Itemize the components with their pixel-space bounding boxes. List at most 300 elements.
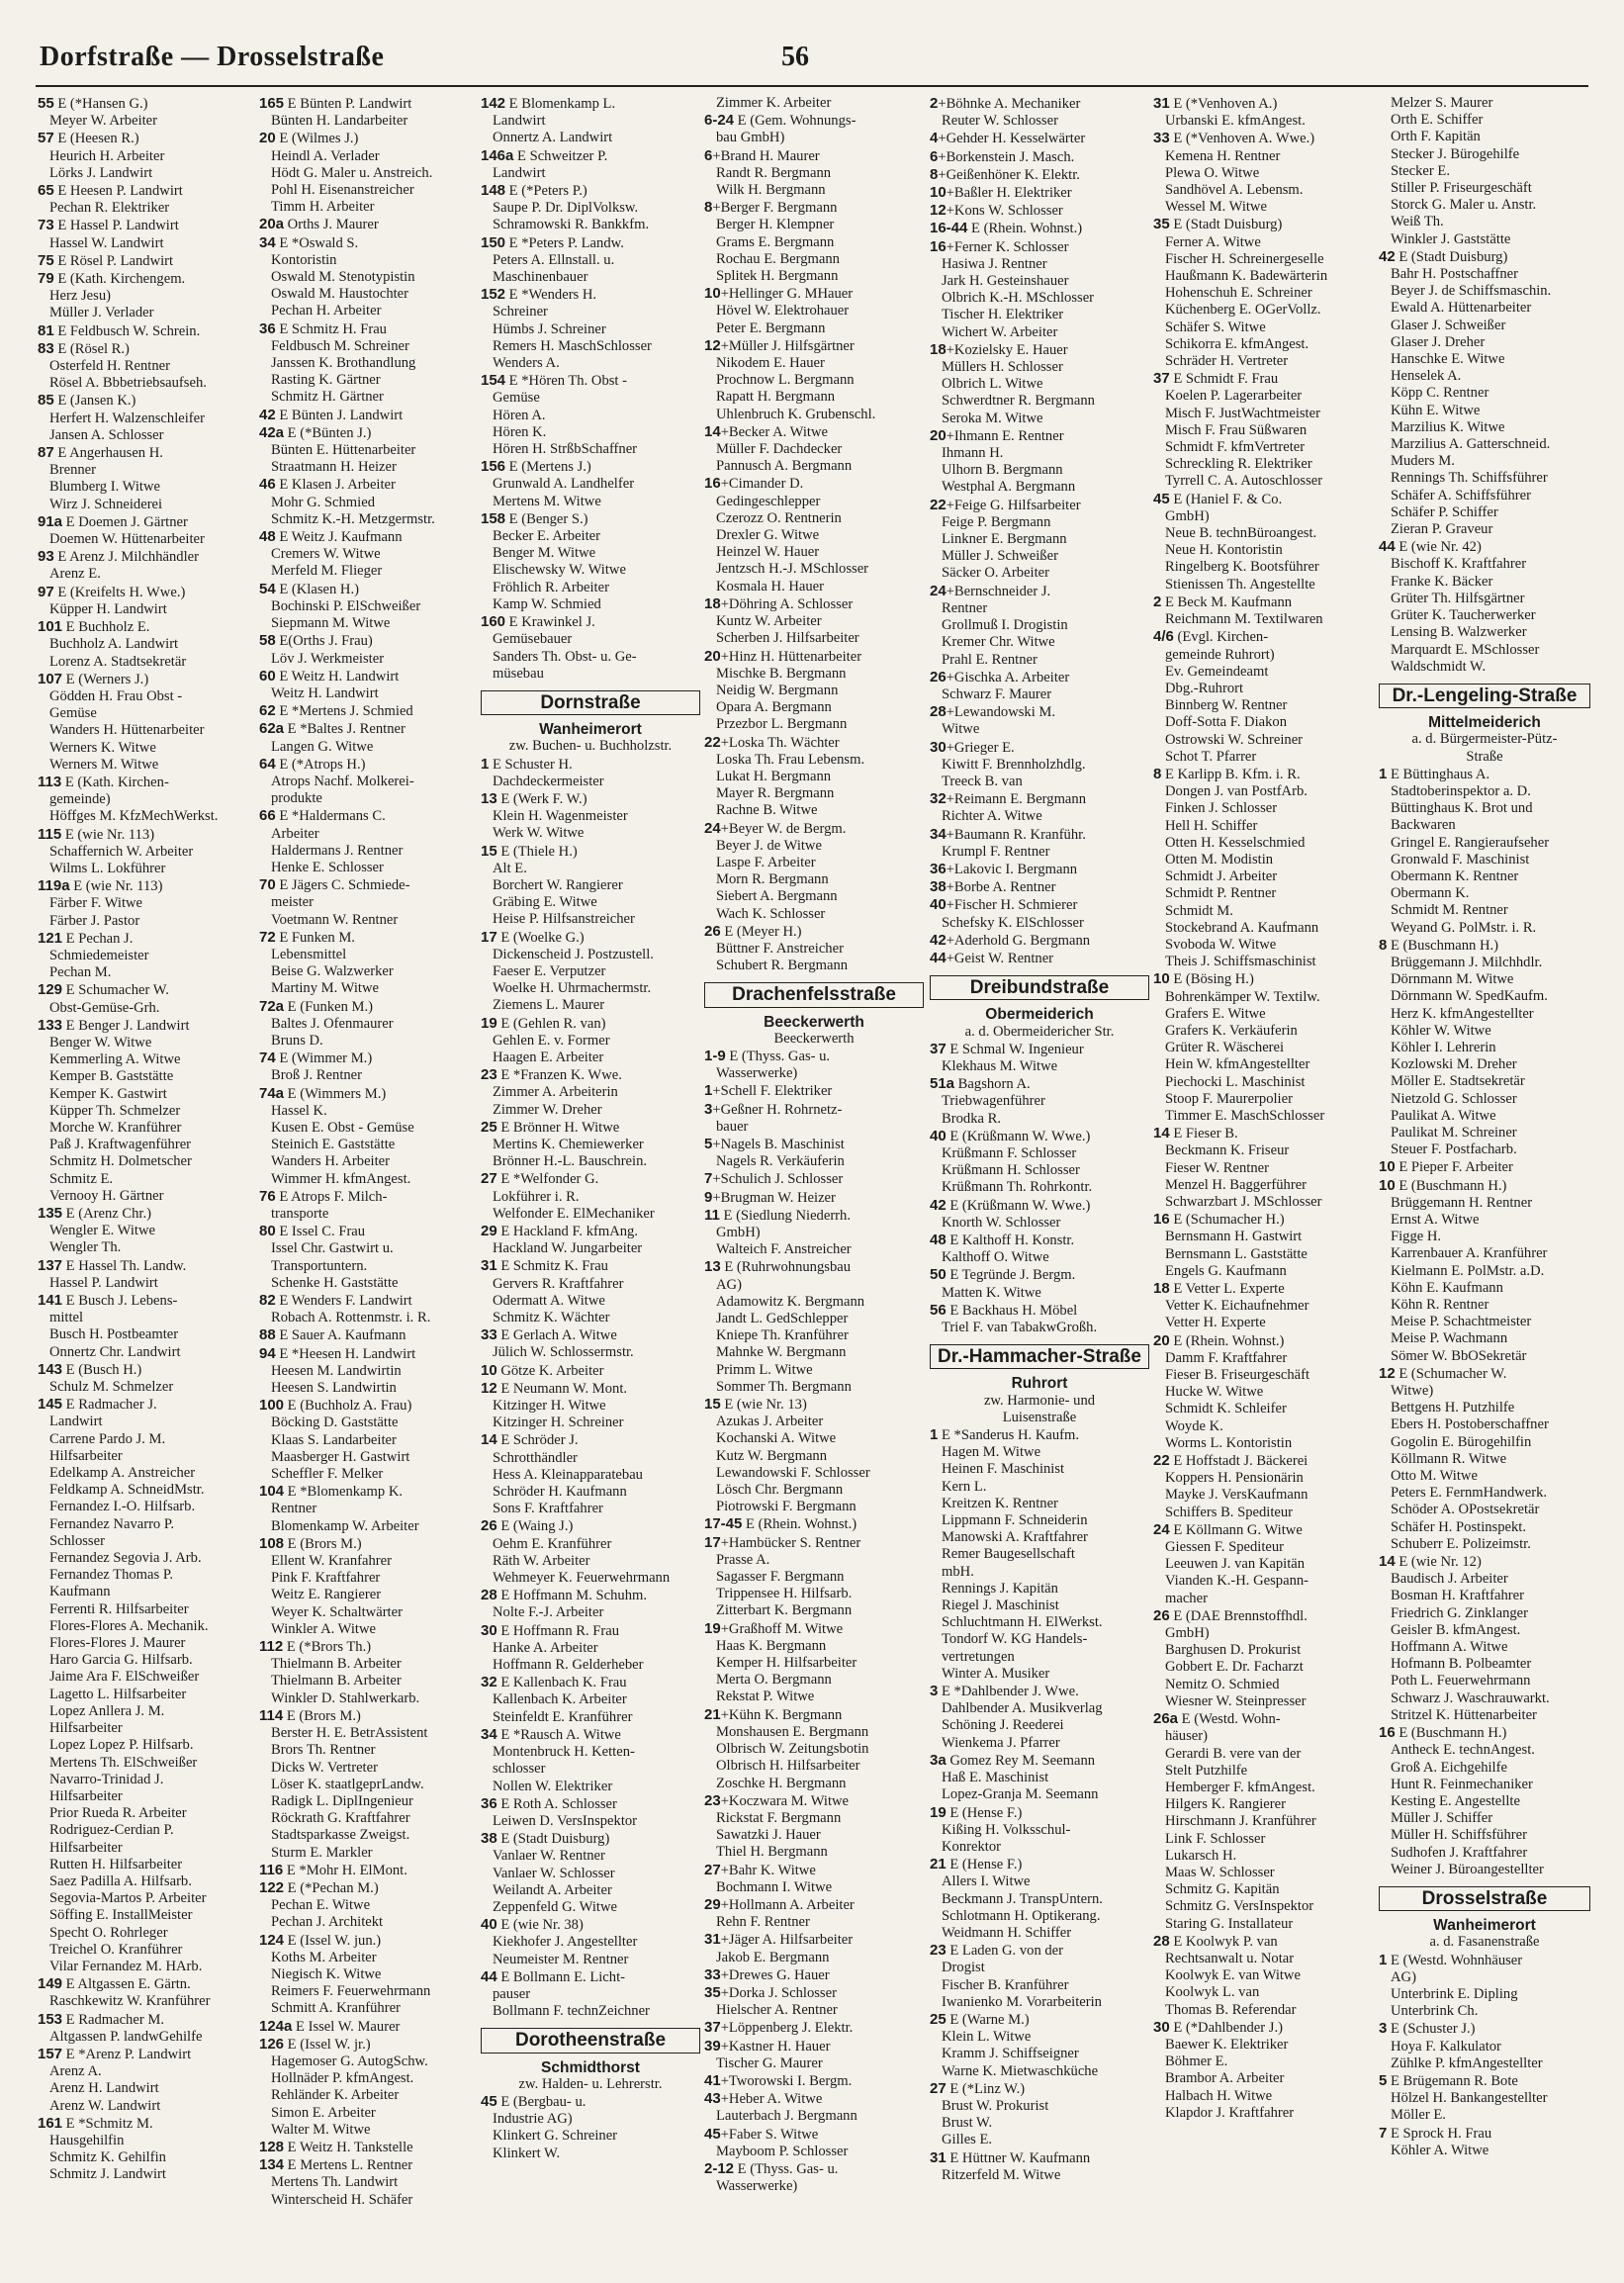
directory-entry: Kern L. (942, 1478, 987, 1495)
directory-entry: Backwaren (1391, 817, 1456, 834)
directory-entry: Rentner (942, 599, 988, 616)
directory-entry: Dongen J. van PostfArb. (1165, 783, 1308, 800)
directory-entry: 41+Tworowski I. Bergm. (704, 2071, 853, 2089)
house-number: 133 (38, 1016, 63, 1034)
directory-entry: Thielmann B. Arbeiter (271, 1656, 402, 1673)
directory-entry: Gemüsebauer (493, 631, 573, 648)
directory-entry: Meyer W. Arbeiter (49, 113, 158, 130)
house-number: 51a (930, 1075, 955, 1093)
directory-entry: Rutten H. Hilfsarbeiter (49, 1856, 183, 1872)
directory-entry: Mahnke W. Bergmann (716, 1344, 847, 1361)
directory-entry: 51a Bagshorn A. (930, 1075, 1031, 1093)
district-name: Beeckerwerth (764, 1013, 864, 1031)
house-number: 146a (481, 146, 514, 164)
house-number: 42 (1379, 247, 1396, 265)
directory-entry: Stritzel K. Hüttenarbeiter (1391, 1706, 1537, 1723)
house-number: 14 (1153, 1125, 1170, 1142)
directory-entry: Müller J. Schweißer (942, 548, 1058, 565)
house-number: 27 (930, 2079, 947, 2097)
directory-entry: 85 E (Jansen K.) (38, 392, 136, 410)
directory-entry: Opara A. Bergmann (716, 699, 832, 716)
directory-entry: 44 E (wie Nr. 42) (1379, 538, 1482, 556)
house-number: 6 (704, 146, 713, 164)
directory-entry: Feige P. Bergmann (942, 513, 1051, 530)
house-number: 2-12 (704, 2159, 735, 2177)
directory-entry: 46 E Klasen J. Arbeiter (259, 476, 396, 494)
directory-entry: Industrie AG) (493, 2111, 573, 2128)
directory-entry: Orth E. Schiffer (1391, 112, 1484, 129)
house-number: 165 (259, 95, 285, 112)
directory-entry: 3 E (Schuster J.) (1379, 2020, 1476, 2038)
directory-entry: 42a E (*Bünten J.) (259, 423, 372, 441)
directory-entry: 24+Beyer W. de Bergm. (704, 819, 847, 837)
directory-entry: Wichert W. Arbeiter (942, 323, 1058, 340)
directory-entry: Prahl E. Rentner (942, 651, 1038, 668)
house-number: 113 (38, 773, 62, 790)
directory-entry: 121 E Pechan J. (38, 929, 134, 947)
directory-entry: 10 E Pieper F. Arbeiter (1379, 1158, 1513, 1176)
directory-entry: pauser (493, 1985, 531, 2002)
directory-entry: Kniepe Th. Kranführer (716, 1327, 849, 1344)
house-number: 15 (481, 842, 497, 860)
house-number: 157 (38, 2045, 63, 2062)
directory-entry: 2 E Beck M. Kaufmann (1153, 593, 1293, 610)
house-number: 13 (481, 789, 497, 807)
directory-entry: Misch F. JustWachtmeister (1165, 405, 1320, 421)
directory-entry: Leeuwen J. van Kapitän (1165, 1556, 1306, 1573)
directory-entry: Hohenschuh E. Schreiner (1165, 285, 1312, 302)
directory-entry: 26a E (Westd. Wohn- (1153, 1710, 1281, 1728)
directory-entry: Stelt Putzhilfe (1165, 1762, 1248, 1779)
directory-entry: 30 E Hoffmann R. Frau (481, 1621, 620, 1639)
house-number: 142 (481, 95, 506, 112)
directory-entry: 27 E (*Linz W.) (930, 2079, 1026, 2097)
directory-entry: 10 E (Buschmann H.) (1379, 1176, 1507, 1194)
directory-entry: 15 E (wie Nr. 13) (704, 1396, 807, 1414)
street-location-note: zw. Buchen- u. Buchholzstr. (508, 738, 673, 755)
directory-entry: Dachdeckermeister (493, 773, 604, 789)
directory-entry: Drexler G. Witwe (716, 527, 820, 544)
directory-entry: Köhler A. Witwe (1391, 2142, 1489, 2158)
directory-entry: 124 E (Issel W. jun.) (259, 1931, 382, 1949)
directory-entry: Iwanienko M. Vorarbeiterin (942, 1993, 1102, 2010)
directory-entry: 42 E Bünten J. Landwirt (259, 406, 404, 423)
directory-entry: Schmitz K. Wächter (493, 1310, 610, 1326)
directory-entry: Lörks J. Landwirt (49, 164, 153, 181)
house-number: 44 (481, 1967, 497, 1985)
directory-entry: 148 E (*Peters P.) (481, 182, 587, 200)
directory-entry: Werners K. Witwe (49, 739, 156, 756)
directory-entry: Simon E. Arbeiter (271, 2104, 376, 2121)
directory-entry: Morn R. Bergmann (716, 871, 829, 888)
house-number: 34 (930, 825, 947, 843)
directory-entry: Morche W. Kranführer (49, 1119, 182, 1136)
directory-entry: Stadtoberinspektor a. D. (1391, 782, 1531, 799)
directory-entry: Nollen W. Elektriker (493, 1778, 613, 1794)
directory-entry: Schmitz G. VersInspektor (1165, 1898, 1314, 1915)
directory-entry: 13 E (Werk F. W.) (481, 789, 587, 807)
house-number: 81 (38, 321, 54, 339)
directory-entry: Bahr H. Postschaffner (1391, 266, 1519, 283)
directory-entry: Klinkert W. (493, 2145, 561, 2161)
directory-entry: Müller F. Dachdecker (716, 441, 843, 458)
directory-entry: Möller E. Stadtsekretär (1391, 1073, 1525, 1090)
directory-entry: Schmitz K.-H. Metzgermstr. (271, 510, 435, 527)
directory-entry: Bollmann F. technZeichner (493, 2003, 650, 2020)
directory-entry: Jakob E. Bergmann (716, 1949, 830, 1965)
directory-entry: Westphal A. Bergmann (942, 479, 1076, 496)
house-number: 22 (704, 733, 721, 751)
directory-entry: Pechan H. Arbeiter (271, 303, 382, 320)
directory-entry: Löv J. Werkmeister (271, 650, 385, 667)
directory-entry: Busch H. Postbeamter (49, 1326, 179, 1343)
directory-entry: Oswald M. Haustochter (271, 286, 409, 303)
house-number: 8 (1153, 765, 1162, 782)
directory-entry: Färber F. Witwe (49, 895, 143, 912)
directory-entry: 94 E *Heesen H. Landwirt (259, 1344, 416, 1362)
directory-entry: 26 E (DAE Brennstoffhdl. (1153, 1606, 1308, 1624)
directory-entry: Hirschmann J. Kranführer (1165, 1813, 1316, 1830)
directory-entry: Bünten H. Landarbeiter (271, 113, 408, 130)
house-number: 8 (1379, 936, 1388, 954)
directory-entry: Hucke W. Witwe (1165, 1384, 1264, 1401)
directory-entry: Zimmer A. Arbeiterin (493, 1084, 618, 1101)
house-number: 36 (259, 320, 276, 337)
house-number: 19 (704, 1619, 721, 1637)
directory-entry: Timmer E. MaschSchlosser (1165, 1107, 1325, 1124)
directory-entry: Küpper H. Landwirt (49, 600, 167, 617)
street-heading: Drachenfelsstraße (704, 982, 924, 1007)
directory-entry: Treeck B. van (942, 773, 1023, 789)
directory-entry: Leiwen D. VersInspektor (493, 1812, 638, 1829)
house-number: 46 (259, 476, 276, 494)
directory-entry: 8 E Karlipp B. Kfm. i. R. (1153, 765, 1301, 782)
house-number: 20 (1153, 1331, 1170, 1349)
directory-entry: Linkner E. Bergmann (942, 531, 1067, 548)
directory-entry: Stoop F. Maurerpolier (1165, 1090, 1293, 1107)
directory-entry: 22 E Hoffstadt J. Bäckerei (1153, 1452, 1308, 1470)
directory-entry: Paulikat A. Witwe (1391, 1107, 1496, 1124)
directory-entry: Welfonder E. ElMechaniker (493, 1205, 655, 1222)
house-number: 4/6 (1153, 628, 1174, 646)
directory-entry: Sons F. Kraftfahrer (493, 1501, 603, 1517)
house-number: 40 (481, 1916, 497, 1934)
directory-entry: Marquardt E. MSchlosser (1391, 641, 1540, 658)
directory-entry: Weilandt A. Arbeiter (493, 1881, 612, 1898)
directory-entry: Klein L. Witwe (942, 2029, 1032, 2046)
house-number: 107 (38, 670, 63, 687)
directory-entry: 5+Nagels B. Maschinist (704, 1135, 845, 1152)
house-number: 43 (704, 2090, 721, 2108)
directory-entry: Thielmann B. Arbeiter (271, 1673, 402, 1689)
directory-entry: 154 E *Hören Th. Obst - (481, 372, 627, 390)
directory-entry: 156 E (Mertens J.) (481, 458, 591, 476)
directory-entry: Nemitz O. Schmied (1165, 1676, 1280, 1692)
directory-entry: Lösch Chr. Bergmann (716, 1482, 844, 1499)
street-location-note: a. d. Obermeidericher Str. (964, 1023, 1115, 1040)
directory-entry: Küpper Th. Schmelzer (49, 1102, 181, 1119)
directory-entry: 56 E Backhaus H. Möbel (930, 1301, 1078, 1319)
directory-entry: Schmitz E. (49, 1170, 114, 1187)
directory-entry: Fieser B. Friseurgeschäft (1165, 1367, 1310, 1384)
directory-entry: Ellent W. Kranfahrer (271, 1553, 392, 1570)
directory-entry: Olbrisch W. Zeitungsbotin (716, 1741, 869, 1758)
directory-entry: 14 E Fieser B. (1153, 1125, 1238, 1142)
directory-entry: Drogist (942, 1960, 985, 1976)
column-4 (704, 95, 924, 2271)
house-number: 129 (38, 981, 63, 999)
directory-entry: Riegel J. Maschinist (942, 1598, 1059, 1614)
directory-entry: Jentzsch H.-J. MSchlosser (716, 561, 869, 578)
directory-entry: Köhn R. Rentner (1391, 1297, 1489, 1314)
directory-entry: Doff-Sotta F. Diakon (1165, 714, 1288, 731)
directory-entry: Arenz E. (49, 566, 101, 583)
house-number: 54 (259, 580, 276, 597)
house-number: 6-24 (704, 112, 735, 130)
directory-entry: 40 E (wie Nr. 38) (481, 1916, 584, 1934)
house-number: 1 (930, 1426, 939, 1444)
directory-entry: Cremers W. Witwe (271, 546, 381, 563)
directory-entry: 40+Fischer H. Schmierer (930, 896, 1078, 914)
directory-entry: Hilfsarbeiter (49, 1839, 123, 1856)
house-number: 88 (259, 1326, 276, 1344)
directory-entry: Wiesner W. Steinpresser (1165, 1692, 1307, 1709)
directory-entry: Krüßmann F. Schlosser (942, 1144, 1077, 1161)
house-number: 114 (259, 1706, 284, 1724)
directory-entry: Onnertz Chr. Landwirt (49, 1343, 181, 1360)
directory-entry: Witwe (942, 721, 980, 738)
house-number: 97 (38, 583, 54, 600)
directory-entry: Allers I. Witwe (942, 1873, 1031, 1890)
directory-entry: Koelen P. Lagerarbeiter (1165, 388, 1303, 405)
directory-entry: Storck G. Maler u. Anstr. (1391, 197, 1537, 214)
directory-entry: Theis J. Schiffsmaschinist (1165, 954, 1316, 970)
directory-entry: Meise P. Schachtmeister (1391, 1314, 1532, 1330)
directory-entry: Fröhlich R. Arbeiter (493, 579, 609, 595)
directory-entry: Flores-Flores A. Mechanik. (49, 1617, 209, 1634)
house-number: 10 (704, 285, 721, 303)
directory-entry: Böcking D. Gaststätte (271, 1415, 399, 1431)
directory-entry: 23 E *Franzen K. Wwe. (481, 1066, 622, 1084)
directory-entry: 3 E *Dahlbender J. Wwe. (930, 1683, 1079, 1700)
directory-entry: Hackland W. Jungarbeiter (493, 1240, 643, 1257)
directory-entry: Tischer G. Maurer (716, 2055, 823, 2071)
directory-entry: Rehländer K. Arbeiter (271, 2087, 400, 2104)
directory-entry: Pechan J. Architekt (271, 1914, 384, 1931)
house-number: 70 (259, 876, 276, 894)
directory-entry: Weiß Th. (1391, 214, 1444, 230)
directory-entry: Giessen F. Spediteur (1165, 1539, 1285, 1556)
directory-entry: Stadtsparkasse Zweigst. (271, 1827, 410, 1844)
house-number: 41 (704, 2071, 721, 2089)
directory-entry: Brust W. (942, 2115, 993, 2132)
directory-entry: Issel Chr. Gastwirt u. (271, 1240, 394, 1257)
directory-entry: Lebensmittel (271, 946, 347, 962)
directory-entry: Oehm E. Kranführer (493, 1535, 612, 1552)
house-number: 126 (259, 2035, 285, 2053)
directory-entry: meister (271, 894, 314, 911)
house-number: 100 (259, 1397, 285, 1415)
directory-entry: 113 E (Kath. Kirchen- (38, 773, 169, 790)
house-number: 1 (1379, 765, 1388, 782)
directory-entry: Hofmann B. Polbeamter (1391, 1656, 1532, 1673)
directory-entry: 44+Geist W. Rentner (930, 949, 1054, 966)
house-number: 26a (1153, 1710, 1179, 1728)
house-number: 161 (38, 2114, 63, 2132)
directory-entry: Gedingeschlepper (716, 493, 821, 509)
directory-entry: Winterscheid H. Schäfer (271, 2191, 413, 2208)
house-number: 80 (259, 1223, 276, 1240)
column-7 (1379, 95, 1590, 2271)
directory-entry: Fernandez Navarro P. (49, 1515, 175, 1532)
house-number: 62a (259, 720, 285, 738)
directory-entry: Haß E. Maschinist (942, 1770, 1049, 1786)
directory-entry: Kemena H. Rentner (1165, 147, 1281, 164)
directory-entry: AG) (1391, 1968, 1416, 1985)
directory-entry: Richter A. Witwe (942, 808, 1042, 825)
directory-entry: 11 E (Siedlung Niederrh. (704, 1206, 851, 1224)
directory-entry: Mertins K. Chemiewerker (493, 1136, 644, 1152)
directory-entry: Odermatt A. Witwe (493, 1292, 605, 1309)
directory-entry: 75 E Rösel P. Landwirt (38, 251, 174, 269)
directory-entry: Jandt L. GedSchlepper (716, 1311, 849, 1327)
directory-entry: 45 E (Bergbau- u. (481, 2092, 586, 2110)
page-number: 56 (781, 42, 809, 72)
directory-entry: Maas W. Schlosser (1165, 1864, 1275, 1880)
directory-entry: Hanschke E. Witwe (1391, 351, 1505, 368)
house-number: 20 (259, 130, 276, 147)
directory-entry: Groß A. Eichgehilfe (1391, 1759, 1507, 1776)
house-number: 1 (1379, 1951, 1388, 1968)
directory-entry: Zimmer W. Dreher (493, 1101, 602, 1118)
directory-entry: Rennings Th. Schiffsführer (1391, 470, 1548, 487)
directory-entry: 44 E Bollmann E. Licht- (481, 1967, 625, 1985)
directory-entry: Antheck E. technAngest. (1391, 1742, 1535, 1759)
directory-entry: Loska Th. Frau Lebensm. (716, 751, 865, 768)
house-number: 35 (1153, 216, 1170, 233)
directory-entry: Figge H. (1391, 1229, 1442, 1245)
directory-entry: Rehn F. Rentner (716, 1914, 810, 1931)
directory-entry: Neue H. Kontoristin (1165, 542, 1283, 559)
house-number: 20a (259, 216, 285, 233)
directory-entry: 4+Gehder H. Kesselwärter (930, 130, 1086, 147)
directory-entry: Paulikat M. Schreiner (1391, 1124, 1517, 1141)
house-number: 35 (704, 1983, 721, 2001)
directory-entry: Fernandez I.-O. Hilfsarb. (49, 1499, 196, 1515)
directory-entry: 28+Lewandowski M. (930, 703, 1056, 721)
directory-entry: Montenbruck H. Ketten- (493, 1744, 635, 1761)
directory-entry: Zieran P. Graveur (1391, 521, 1493, 538)
directory-entry: Wanders H. Arbeiter (271, 1153, 390, 1170)
directory-entry: Hess A. Kleinapparatebau (493, 1466, 643, 1483)
house-number: 14 (1379, 1553, 1396, 1571)
house-number: 10 (930, 184, 947, 202)
house-number: 12 (1379, 1364, 1396, 1382)
directory-entry: Neidig W. Bergmann (716, 682, 839, 698)
directory-entry: Stienissen Th. Angestellte (1165, 576, 1315, 593)
directory-entry: Uhlenbruch K. Grubenschl. (716, 406, 876, 422)
house-number: 24 (930, 582, 947, 599)
directory-entry: Kiwitt F. Brennholzhdlg. (942, 756, 1086, 773)
directory-entry: 2-12 E (Thyss. Gas- u. (704, 2159, 839, 2177)
house-number: 21 (930, 1856, 947, 1873)
directory-entry: Marzilius A. Gatterschneid. (1391, 436, 1551, 453)
directory-entry: mbH. (942, 1563, 974, 1580)
directory-entry: 16 E (Buschmann H.) (1379, 1724, 1507, 1742)
directory-entry: gemeinde) (49, 791, 111, 808)
directory-entry: Langen G. Witwe (271, 738, 374, 755)
directory-entry: 14 E (wie Nr. 12) (1379, 1553, 1482, 1571)
directory-entry: 20 E (Rhein. Wohnst.) (1153, 1331, 1285, 1349)
directory-entry: Stiller P. Friseurgeschäft (1391, 180, 1532, 197)
directory-entry: 24 E Köllmann G. Witwe (1153, 1520, 1303, 1538)
directory-entry: Walteich F. Anstreicher (716, 1241, 852, 1258)
directory-entry: Heinzel W. Hauer (716, 544, 820, 561)
directory-entry: Schmidt F. kfmVertreter (1165, 439, 1306, 456)
directory-entry: Borchert W. Rangierer (493, 876, 623, 893)
directory-entry: Zoschke H. Bergmann (716, 1775, 847, 1791)
directory-entry: Werners M. Witwe (49, 756, 159, 773)
house-number: 13 (704, 1258, 721, 1276)
directory-entry: 54 E (Klasen H.) (259, 580, 359, 597)
directory-entry: Hören H. StrßbSchaffner (493, 441, 638, 458)
directory-entry: Feldbusch M. Schreiner (271, 337, 409, 354)
house-number: 135 (38, 1205, 63, 1222)
directory-entry: 152 E *Wenders H. (481, 286, 597, 304)
district-name: Ruhrort (1011, 1375, 1068, 1393)
house-number: 83 (38, 339, 54, 357)
directory-entry: Weyand G. PolMstr. i. R. (1391, 919, 1537, 936)
house-number: 29 (481, 1223, 497, 1239)
house-number: 12 (930, 202, 947, 220)
directory-entry: 101 E Buchholz E. (38, 618, 150, 636)
directory-entry: Brönner H.-L. Bauschrein. (493, 1153, 648, 1170)
directory-entry: Broß J. Rentner (271, 1067, 363, 1084)
house-number: 74 (259, 1050, 276, 1067)
directory-entry: 29 E Hackland F. kfmAng. (481, 1223, 638, 1239)
directory-entry: Berster H. E. BetrAssistent (271, 1725, 428, 1742)
directory-entry: Schäfer A. Schiffsführer (1391, 487, 1531, 503)
directory-entry: Hören K. (493, 423, 547, 440)
house-number: 21 (704, 1705, 721, 1723)
house-number: 33 (1153, 130, 1170, 147)
directory-entry: Söffing E. InstallMeister (49, 1907, 193, 1924)
house-number: 18 (704, 594, 721, 612)
directory-entry: Schwarzbart J. MSchlosser (1165, 1194, 1322, 1210)
directory-entry: Grunwald A. Landhelfer (493, 476, 635, 493)
directory-entry: 119a E (wie Nr. 113) (38, 877, 163, 895)
directory-entry: 124a E Issel W. Maurer (259, 2017, 401, 2035)
directory-entry: Feldkamp A. SchneidMstr. (49, 1482, 205, 1499)
directory-entry: Hoya F. Kalkulator (1391, 2038, 1501, 2055)
house-number: 29 (704, 1895, 721, 1913)
directory-entry: 149 E Altgassen E. Gärtn. (38, 1975, 191, 1993)
directory-entry: Klekhaus M. Witwe (942, 1057, 1058, 1074)
street-heading: Dreibundstraße (930, 975, 1149, 1000)
directory-entry: Köpp C. Rentner (1391, 385, 1489, 402)
directory-entry: Hoffmann R. Gelderheber (493, 1657, 644, 1674)
directory-entry: 37 E Schmal W. Ingenieur (930, 1040, 1084, 1057)
directory-entry: Klein H. Wagenmeister (493, 808, 628, 825)
house-number: 33 (704, 1965, 721, 1983)
directory-entry: 72a E (Funken M.) (259, 997, 374, 1015)
directory-entry: Beyer J. de Witwe (716, 837, 822, 854)
directory-entry: 16+Ferner K. Schlosser (930, 237, 1069, 255)
directory-entry: Pannusch A. Bergmann (716, 458, 853, 475)
directory-entry: Schefsky K. ElSchlosser (942, 914, 1084, 931)
directory-entry: Müller H. Schiffsführer (1391, 1827, 1527, 1844)
directory-entry: Hunt R. Feinmechaniker (1391, 1776, 1533, 1792)
